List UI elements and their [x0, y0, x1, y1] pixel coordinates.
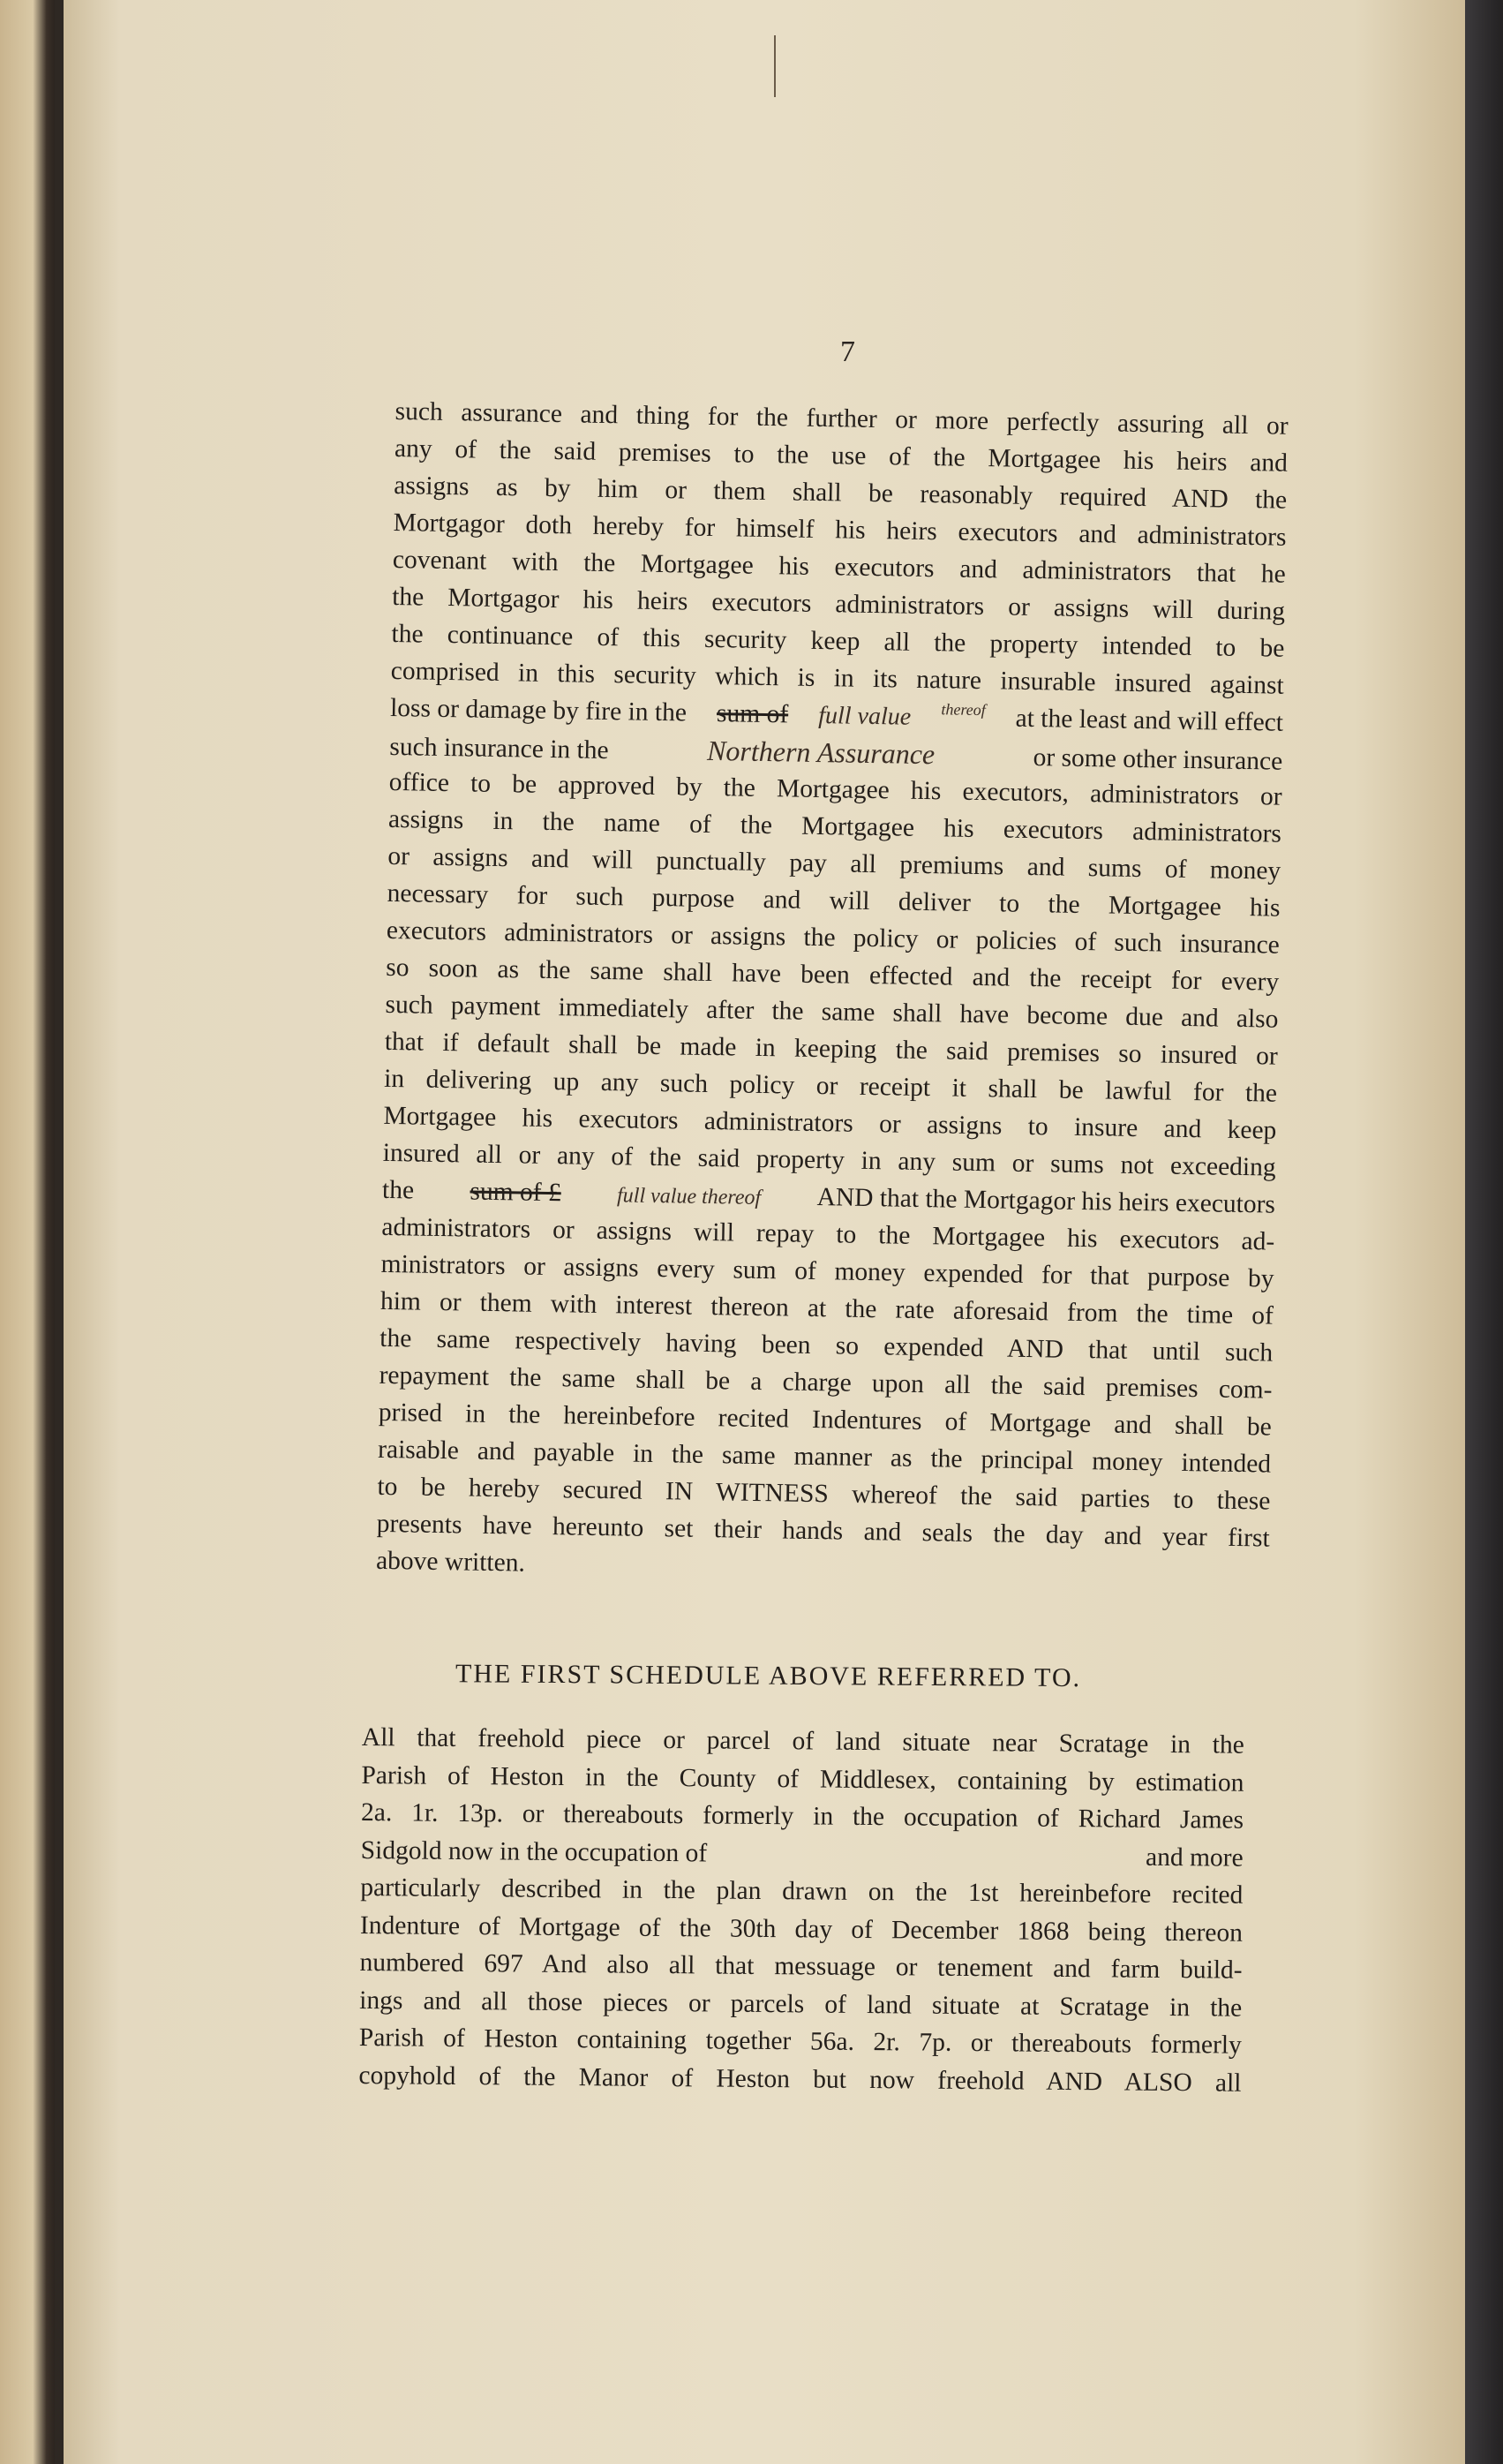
text-line: repayment the same shall be a charge upon all the said premises com-: [379, 1360, 1273, 1405]
book-cover-edge: [1465, 0, 1503, 2464]
text-line: insured all or any of the said property in any sum or sums not exceeding: [382, 1138, 1276, 1182]
text-line: administrators or assigns will repay to the Mortgagee his executors ad-: [381, 1212, 1275, 1256]
text-line: such payment immediately after the same shall have become due and also: [385, 990, 1279, 1034]
handwritten-insertion: Northern Assurance: [706, 734, 936, 771]
text-line: assigns in the name of the Mortgagee his executors administrators: [387, 804, 1282, 848]
text-line: Parish of Heston in the County of Middlesex, containing by estimation: [361, 1760, 1244, 1797]
text-line: ministrators or assigns every sum of money expended for that purpose by: [380, 1249, 1274, 1293]
text-line: Indenture of Mortgage of the 30th day of December 1868 being thereon: [359, 1910, 1244, 1948]
text-line: above written.: [375, 1546, 526, 1578]
text-line: the same respectively having been so expended AND that until such: [380, 1323, 1274, 1368]
text-line: 2a. 1r. 13p. or thereabouts formerly in the occupation of Richard James: [360, 1797, 1244, 1835]
text-line: presents have hereunto set their hands and seals the day and year first: [376, 1509, 1270, 1553]
struck-out-text: sum of £: [470, 1177, 562, 1208]
text-line: office to be approved by the Mortgagee his executors, administrators or: [388, 767, 1282, 811]
printed-text: the: [381, 1175, 415, 1205]
printed-text: AND that the Mortgagor his heirs executors: [816, 1183, 1276, 1219]
text-line: Mortgagee his executors administrators or assigns to insure and keep: [383, 1101, 1277, 1145]
previous-page-edge: [0, 0, 55, 2464]
text-line: any of the said premises to the use of the Mortgagee his heirs and: [394, 433, 1289, 478]
schedule-heading: THE FIRST SCHEDULE ABOVE REFERRED TO.: [455, 1659, 1082, 1693]
text-line: executors administrators or assigns the policy or policies of such insurance: [386, 916, 1281, 960]
handwritten-insertion: full value thereof: [616, 1184, 762, 1209]
text-line: that if default shall be made in keeping the said premises so insured or: [384, 1027, 1278, 1071]
struck-out-text: sum of: [716, 699, 789, 729]
printed-text: and more: [1145, 1842, 1244, 1872]
printed-text: or some other insurance: [1033, 743, 1283, 776]
page-number: 7: [840, 335, 855, 368]
text-line: to be hereby secured IN WITNESS whereof the said parties to these: [377, 1472, 1271, 1516]
text-line: copyhold of the Manor of Heston but now freehold AND ALSO all: [358, 2061, 1242, 2098]
printed-text: at the least and will effect: [1015, 704, 1284, 737]
text-line: such assurance and thing for the further or more perfectly assuring all or: [395, 396, 1289, 441]
printed-text: Sidgold now in the occupation of: [360, 1835, 708, 1867]
text-line: numbered 697 And also all that messuage or tenement and farm build-: [359, 1948, 1243, 1985]
text-line: comprised in this security which is in its nature insurable insured against: [390, 656, 1284, 700]
text-line: necessary for such purpose and will deliver to the Mortgagee his: [387, 878, 1281, 923]
text-line: the Mortgagor his heirs executors administrators or assigns will during: [391, 582, 1286, 626]
text-line: All that freehold piece or parcel of land situate near Scratage in the: [361, 1722, 1244, 1759]
binding-mark: [774, 35, 776, 97]
text-line: particularly described in the plan drawn on the 1st hereinbefore recited: [360, 1872, 1244, 1910]
handwritten-insertion: full value: [817, 701, 912, 731]
printed-text: loss or damage by fire in the: [389, 693, 688, 727]
handwritten-superscript: thereof: [941, 700, 986, 720]
text-line: prised in the hereinbefore recited Indentures of Mortgage and shall be: [378, 1398, 1273, 1442]
text-line: Mortgagor doth hereby for himself his heirs executors and administrators: [393, 508, 1287, 552]
text-line: in delivering up any such policy or receipt it shall be lawful for the: [383, 1064, 1278, 1108]
text-line: covenant with the Mortgagee his executors and administrators that he: [392, 545, 1287, 589]
printed-text: such insurance in the: [389, 732, 609, 765]
blank-space: [741, 1861, 1112, 1865]
text-line: assigns as by him or them shall be reasonably required AND the: [394, 471, 1288, 515]
text-line: the continuance of this security keep all the property intended to be: [391, 619, 1285, 663]
text-line: Parish of Heston containing together 56a. 2r. 7p. or thereabouts formerly: [358, 2023, 1242, 2060]
text-line: or assigns and will punctually pay all premiums and sums of money: [387, 841, 1281, 885]
text-line: so soon as the same shall have been effected and the receipt for every: [385, 953, 1280, 997]
text-line: him or them with interest thereon at the rate aforesaid from the time of: [380, 1286, 1274, 1330]
text-line: ings and all those pieces or parcels of land situate at Scratage in the: [359, 1986, 1243, 2023]
text-line: raisable and payable in the same manner as the principal money intended: [377, 1435, 1272, 1479]
